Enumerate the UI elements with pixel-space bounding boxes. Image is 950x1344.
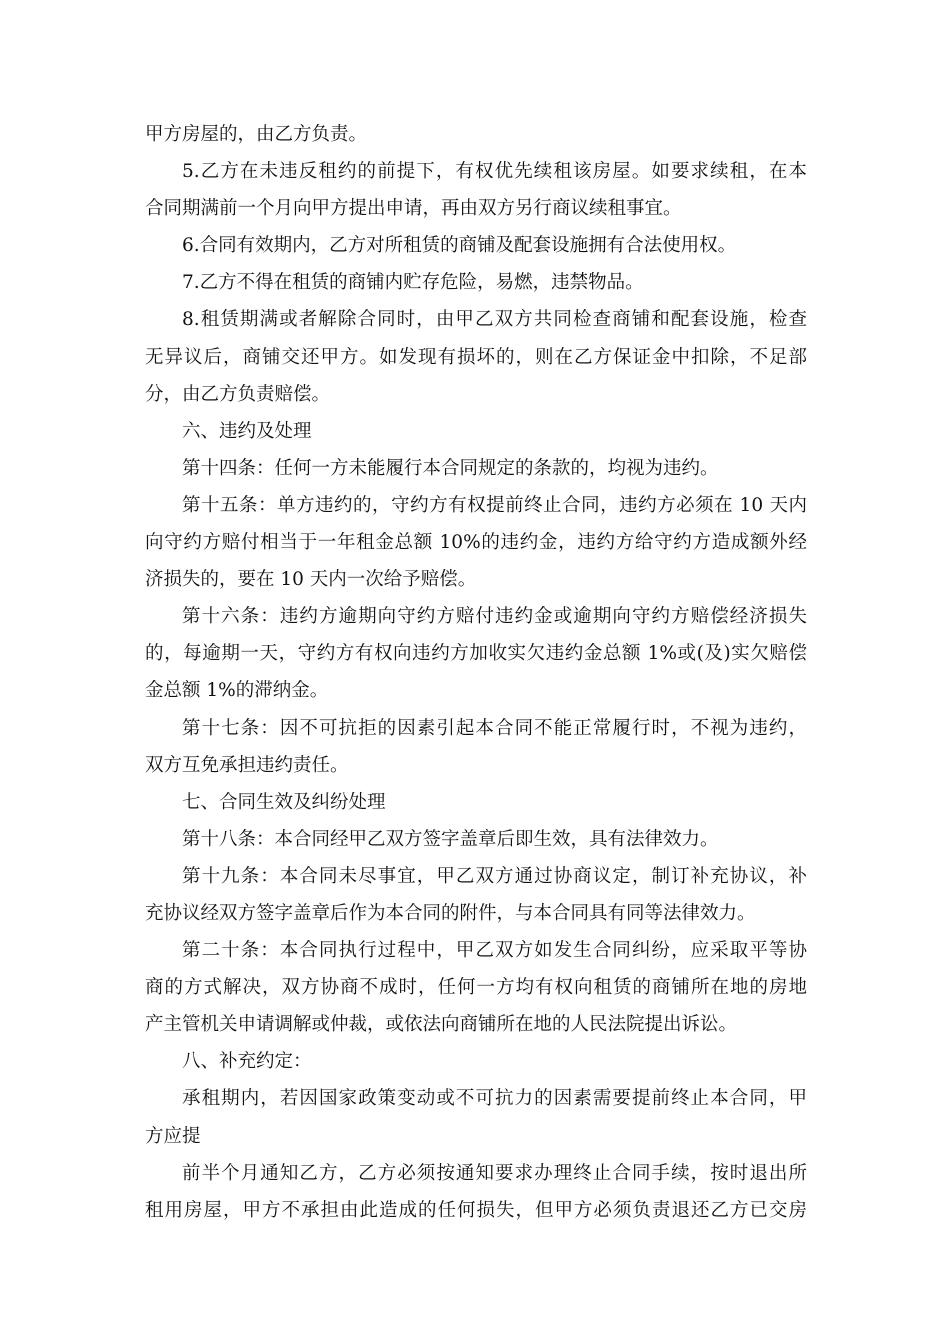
section-heading: 八、补充约定： — [182, 1051, 312, 1073]
text-line: 商的方式解决，双方协商不成时，任何一方均有权向租赁的商铺所在地的房地 — [145, 977, 807, 999]
text-line: 5.乙方在未违反租约的前提下，有权优先续租该房屋。如要求续租，在本 — [182, 161, 807, 183]
text-line: 承租期内，若因国家政策变动或不可抗力的因素需要提前终止本合同，甲 — [182, 1088, 807, 1110]
text-line: 充协议经双方签字盖章后作为本合同的附件，与本合同具有同等法律效力。 — [145, 902, 756, 924]
text-line: 第二十条：本合同执行过程中，甲乙双方如发生合同纠纷，应采取平等协 — [182, 940, 807, 962]
text-line: 第十八条：本合同经甲乙双方签字盖章后即生效，具有法律效力。 — [182, 828, 719, 850]
text-line: 双方互免承担违约责任。 — [145, 754, 349, 776]
text-line: 第十五条：单方违约的，守约方有权提前终止合同，违约方必须在 10 天内 — [182, 494, 807, 516]
text-line: 分，由乙方负责赔偿。 — [145, 383, 331, 405]
text-line: 的，每逾期一天，守约方有权向违约方加收实欠违约金总额 1%或(及)实欠赔偿 — [145, 643, 807, 665]
text-line: 第十六条：违约方逾期向守约方赔付违约金或逾期向守约方赔偿经济损失 — [182, 606, 807, 628]
text-line: 第十九条：本合同未尽事宜，甲乙双方通过协商议定，制订补充协议，补 — [182, 865, 807, 887]
section-heading: 六、违约及处理 — [182, 420, 312, 442]
text-line: 向守约方赔付相当于一年租金总额 10%的违约金，违约方给守约方造成额外经 — [145, 532, 807, 554]
text-line: 合同期满前一个月向甲方提出申请，再由双方另行商议续租事宜。 — [145, 198, 682, 220]
text-line: 前半个月通知乙方，乙方必须按通知要求办理终止合同手续，按时退出所 — [182, 1162, 807, 1184]
text-line: 无异议后，商铺交还甲方。如发现有损坏的，则在乙方保证金中扣除，不足部 — [145, 346, 807, 368]
text-line: 甲方房屋的，由乙方负责。 — [145, 124, 368, 145]
text-line: 第十七条：因不可抗拒的因素引起本合同不能正常履行时，不视为违约， — [182, 717, 807, 739]
text-line: 产主管机关申请调解或仲裁，或依法向商铺所在地的人民法院提出诉讼。 — [145, 1014, 738, 1036]
text-line: 金总额 1%的滞纳金。 — [145, 680, 329, 702]
text-line: 7.乙方不得在租赁的商铺内贮存危险，易燃，违禁物品。 — [182, 272, 644, 294]
text-line: 方应提 — [145, 1125, 201, 1147]
section-heading: 七、合同生效及纠纷处理 — [182, 791, 386, 813]
text-line: 租用房屋，甲方不承担由此造成的任何损失，但甲方必须负责退还乙方已交房 — [145, 1199, 807, 1221]
text-line: 济损失的，要在 10 天内一次给予赔偿。 — [145, 569, 477, 591]
text-line: 第十四条：任何一方未能履行本合同规定的条款的，均视为违约。 — [182, 457, 719, 479]
text-line: 8.租赁期满或者解除合同时，由甲乙双方共同检查商铺和配套设施，检查 — [182, 309, 807, 331]
text-line: 6.合同有效期内，乙方对所租赁的商铺及配套设施拥有合法使用权。 — [182, 235, 737, 257]
document-page — [145, 116, 807, 1229]
